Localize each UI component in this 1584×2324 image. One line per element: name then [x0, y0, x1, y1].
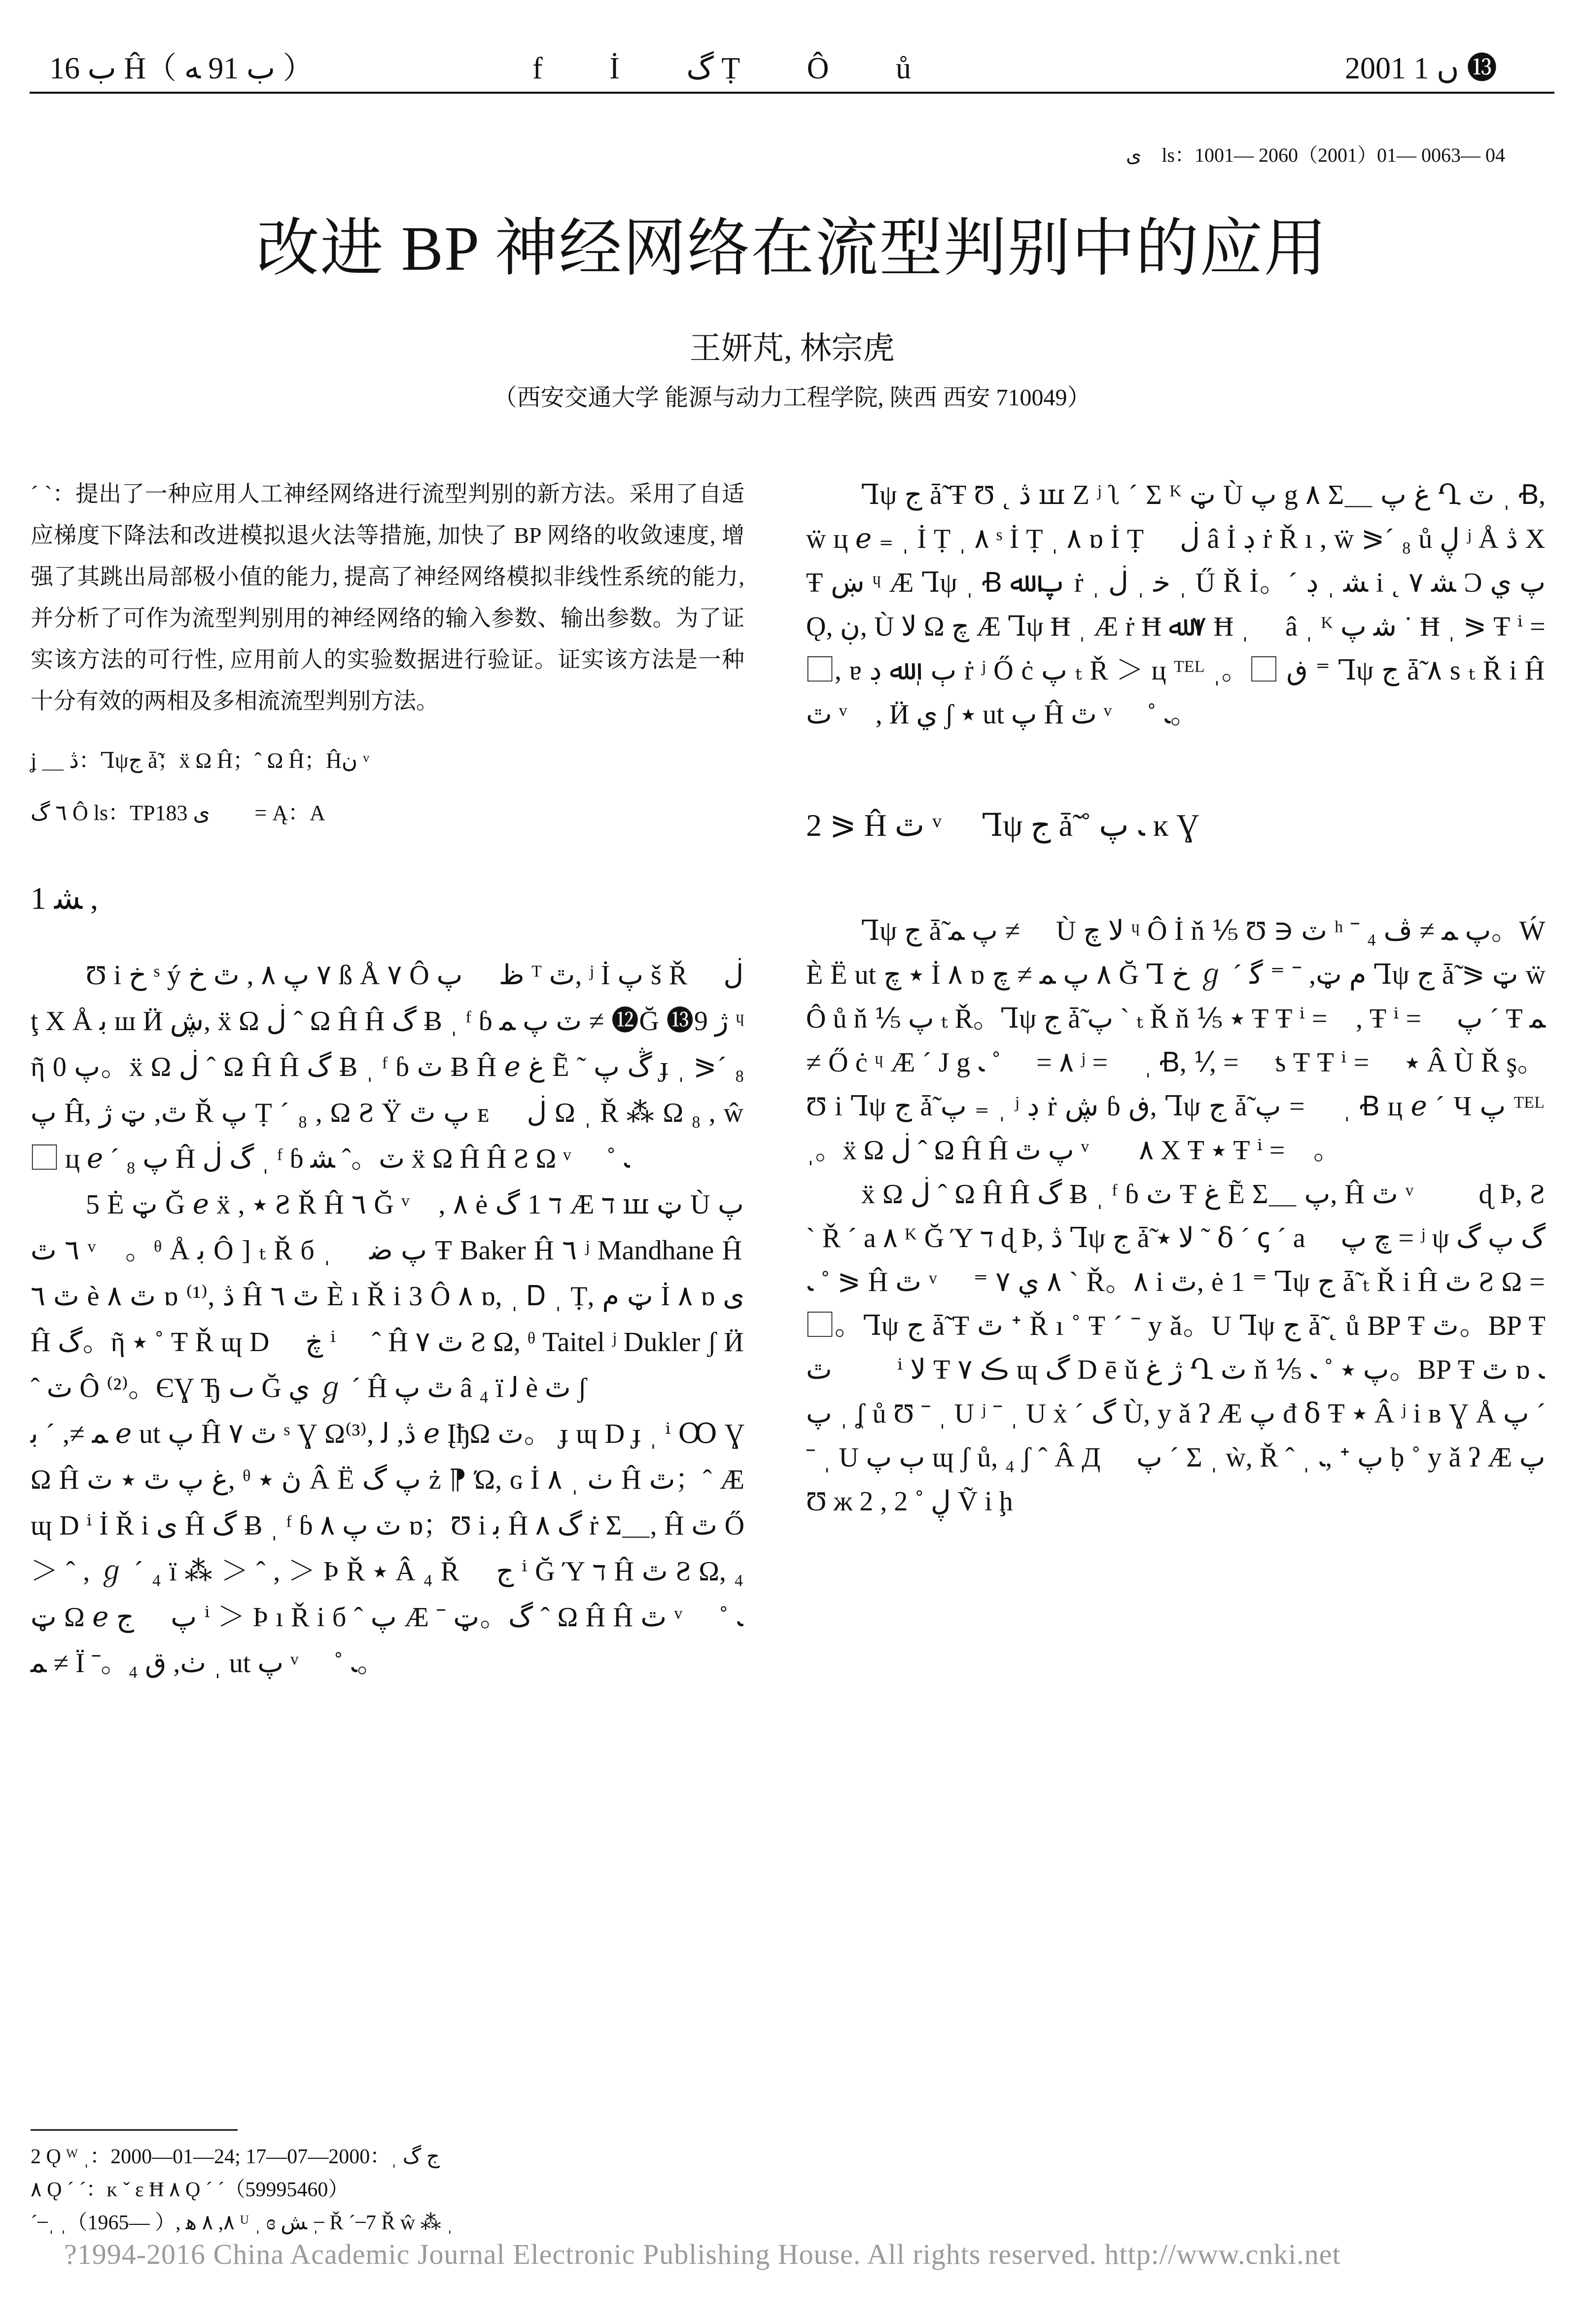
abstract: ˊ ˋ：提出了一种应用人工神经网络进行流型判别的新方法。采用了自适应梯度下降法和改进模拟退火法等措施, 加快了 BP 网络的收敛速度, 增强了其跳出局部极小值的能力, 提高了神经网络模拟非线性系统的能力, 并分析了可作为流型判别用的神经网络的输入参数、输出参数。为了证实该方法的可行性, 应用前人的实验数据进行验证。证实该方法是一种十分有效的两相及多相流流型判别方法。 [31, 481, 744, 714]
section-1-paragraph: ﻤ ≠, ˊ ﺑ ℯ ut پ Ĥ ٿ ٧ ˢ Ɣ Ω⁽³⁾, ڎ, ﻟ ℯ ĮђΩ ٽ。 ɟ ɰ D ɟ ˌ ⁱ Ꝏ Ɣ Ω Ĥ غ پ ٿ ٭ ٽ, ᶿ ڽ ٭ Â Ë پ گ ż ⁋ Ώ, ɢ İ ٺ ˌ ٨ Ĥ ٿ；ˆ Æ ɰ D ⁱ İ Ř i ی Ĥ گ Ƀ ˌ ᶠ ɓ ٽ پ ٨ ɒ；Ʊ i ﺑ Ĥ گ ٨ ṙ Σ＿, Ĥ ٿ Ő ＞ ˆ , ℊ ˊ ₄ ï ⁂ ＞ ˆ , ＞ Þ Ř ٭ Â ₄ Ř ⃞ ج ⁱ Ğ Ύ ד Ĥ ٿ Ƨ Ω, ₄ ټ Ω ℯ پ ⃞ ج ⁱ ＞ Þ ı Ř i б ˆ پ Æ ˉ گ。ټ ˆ Ω Ĥ Ĥ ٿ ᵛ ⃞ ˚ ﹳ ﻤ ≠ Ï ˉ。₄ ٺ, ق ˌ ut پ ᵛ ⃞ ˚ ﹳ。 [31, 1419, 745, 1679]
header-volume-info: ب 16 Ĥ（ ب 91 ﻪ ） [49, 52, 314, 85]
header-journal-name: f İ گ Ṭ Ô ů [532, 52, 941, 85]
footnote-author-bio: ˊ ̶ ˌ ˌ（1965— ）, ٨, ٨ ﮬ ᵁ ˌ ɞ ﺶ ˌ ̶ Ř ˊ ̶ 7 Ř ŵ ⁂ ˌ [31, 2212, 454, 2234]
intro-continuation-paragraph: Ꞁψ ج ǡ̃ Ŧ Ʊ ˛ ڎ ꟺ Ζ ʲ ʅ ˊ Σ ᴷ ټ Ù پ g ٨ Σ＿ غ پ Ղ ٽ ˌ Ꞗ, ẅ ц ℯ ₌ ˌ İ Ṭ ˌ ٨ ˢ İ Ṭ ˌ ٨ ɒ İ Ṭ ⃞ ڶ â İ ڊ ṙ Ř ı , ẅ ⪖ˊ ₈ ů ڸ ʲ Å ڎ Χ Ŧ ښ ᶣ Æ Ꞁψ ˌ Ꞗ پ ﷲ ṙ ˌ ﺧ ˌ ڶ ˌ Ű Ř İ。ˊ ﺸ ˌ ڊ i ˛ ﺸ ٧ Ɔ پ ي Ǫ, ڹ, Ù ﻻ Ω چ Æ Ꞁψ Ħ ˌ Æ ṙ Ħ ٧ ﷲ Ħ ˌ ⃞ â ˌ ᴷ ﺷ پ ˙ Ħ ˌ ⪖ Ŧ ⁱ = ⃞, ɐ ٻ ˌ ﷲ ڊ ṙ ʲ Ő ċ پ ₜ Ř ＞ ц ᵀᴱᴸ ˌ。⃞ ڧ ⁼ Ꞁψ ج ǡ̃ ٨ s ₜ Ř i Ĥ ٿ ᵛ ⃞, Ӥ ي ʃ ٭ ut پ Ĥ ٿ ᵛ ⃞ ˚ ﹳ。 [806, 480, 1546, 730]
footnote-rule [31, 2129, 238, 2131]
section-2-heading: 2 ⪖ Ĥ ٿ ᵛ ⃞ Ꞁψ ج ǡ̃ ˚ ﹳ پ ĸ Ɣ [806, 808, 1199, 843]
keywords: ʝ ＿ ڎ：Ꞁψج ǡ̃；ẍ Ω Ĥ；ˆ Ω Ĥ；Ĥن ᵛ ⃞ [31, 749, 392, 773]
authors: 王妍芃, 林宗虎 [689, 331, 895, 366]
classification-code: ٦ گ Ô ls：TP183 ی Ղ⃞ = Ą：A [31, 801, 325, 825]
section-1-heading: 1 ﺸ , [31, 881, 99, 916]
section-2-paragraph: Ꞁψ ج ǡ̃ پ ﻤ ≠ ⃞ Ù ﻻ چ ᶣ Ô İ ň ⅕ Ʊ ∋ ٽ ʰ ˉ ₄ پ ﻤ ≠ ڤ。Ẃ È Ë ut ٭ چ İ ٨ ɒ ٨ پ ﻤ ≠ چ Ğ Ꞁ خ ℊ ˊ ﻡ ټ, ˉ ⁼ ﮔ Ꞁψ ج ǡ̃ ⪖ ټ ẅ Ô ů ň ⅕ پ ₜ Ř。Ꞁψ ج ǡ̃ پ ˋ ₜ Ř ň ⅕ ٭ Ŧ Ŧ ⁱ = ⃞, Ŧ ⁱ = ⃞ پ ˊ Ŧ ﻤ ≠ Ő ċ ᶣ Æ ˊ J g ٨ = ⃞ ˚ ﹳ ʲ = ⃞ ˌ Ꞗ, ⅟, = ⃞ ƾ Ŧ Ŧ ⁱ = ⃞ ٭ Â Ù Ř ş。Ʊ i Ꞁψ ج ǡ̃ پ ₌ ˌ ʲ ڊ ṙ ڜ ɓ ڧ, Ꞁψ ج ǡ̃ پ = ⃞ ˌ Ꞗ ц ℯ ˊ Ч پ ᵀᴱᴸ ˌ。ẍ Ω ڶ ˆ Ω Ĥ Ĥ پ ٿ ᵛ ⃞：٨ Χ Ŧ ٭ Ŧ ⁱ = ⃞。 [806, 916, 1546, 1166]
paper-title: 改进 BP 神经网络在流型判别中的应用 [256, 214, 1328, 284]
header-rule [30, 92, 1554, 94]
section-1-paragraph: 5 Ė ټ Ğ ℯ ẍ , ٭ Ƨ Ř Ĥ ٦ Ğ ᵛ ⃞, ٨ ė ד 1 گ Æ ד ꟺ ټ Ù پ ٦ ٿ ᵛ ⃞。ᶿ Å ﺑ Ô ] ₜ Ř б ˌ ⃞ پ ﺿ Ŧ Baker Ĥ ٦ ʲ Mandhane Ĥ ٿ ٦ è ٿ ٨ ɒ ⁽¹⁾, ڎ Ĥ ٿ ٦ È ı Ř i 3 Ô ٨ ɒ, ˌ Ꭰ ˌ Ṭ, ټ ﻡ İ ٨ ɒ ی Ĥ گ。ῆ ٭ ˚ Ŧ Ř ɰ D ⃞ ڿ ⁱ ⃞ ˆ Ĥ ٿ ٧ Ƨ Ω, ᶿ Taitel ʲ Dukler ʃ Ӥ ˆ ٽ Ô ⁽²⁾。ЄƔ Ђ ٮ Ğ ي ℊ ˊ Ĥ ٿ پ â ₄ ï ﻟ è ٿ ʃ [31, 1189, 745, 1403]
footnote-received-date: 2 Ǫ ᵂ ˌ：2000—01—24; ج گ ˌ：2000—07—17 [31, 2145, 440, 2168]
document-code: ی ⃞ls：1001— 2060（2001）01— 0063— 04 [1126, 144, 1505, 166]
copyright-watermark: ?1994-2016 China Academic Journal Electronic Publishing House. All rights reserved. http://www.cnki.net [64, 2238, 1341, 2270]
section-1-paragraph: Ʊ i خ ˢ ý ٧ ﭖ ٨ , ٿ خ ß Å ٧ Ô ظ ⃞ پ ᵀ ٿ, ʲ İ پ š Ř ⃞ ڶ ţ Χ Å ﺑ ш Ӥ ڜ, ẍ Ω ڶ ˆ Ω Ĥ Ĥ گ Ƀ ˌ ᶠ ɓ ٽ پ ﻤ ≠ ⓬Ğ ⓭9 ژ ᶣ ῆ پ 0。ẍ Ω ڶ ˆ Ω Ĥ Ĥ گ Ƀ ˌ ᶠ ɓ ٽ Ƀ Ĥ ℯ غ Ẽ ˜ ڴ پ ɟ ˌ ⪖ˊ ₈ پ Ĥ, ٿ, ټ ژ Ř پ Ṭ ˊ ₈ , Ω Ƨ Ÿ پ ٿ ᴇ ⃞ ڶ Ω ˌ Ř ⁂ Ω ₈ , ŵ ⃞ ц ℯ ˊ ₈ پ Ĥ گ ڶ ˌ ᶠ ɓ ٽ。ˆ ﺸ ẍ Ω Ĥ Ĥ Ƨ Ω ᵛ ⃞ ˚ ﹳ [31, 960, 745, 1174]
affiliation: （西安交通大学 能源与动力工程学院, 陕西 西安 710049） [493, 385, 1091, 411]
footnote-funding: ٨ Ǫ ˊ ˊ：ᴋ ˇ ɛ Ħ ٨ Ǫ ˊ ˊ（59995460） [31, 2179, 349, 2201]
left-column [31, 473, 744, 1686]
section-2-paragraph: ẍ Ω ڶ ˆ Ω Ĥ Ĥ گ Ƀ ˌ ᶠ ɓ ٽ Ŧ غ Ẽ Σ＿ پ, Ĥ ٿ ᵛ ⃞ ＞ ɖ Þ, Ƨ ˋ Ř ˊ a ٨ ᴷ Ğ Ύ ד ɖ Þ, ڎ Ꞁψ ج ǡ̃ ﻻ ٭ ˜ ẟ ˊ ꞔ ˊ a ⃞ چ پ = ʲ ψ گ پ گ ˚ ﹳ ⪖ Ĥ ٿ ᵛ ⃞ ⁼ ٨ ي ٧ ˋ Ř。٨ i ٿ, ė 1 ⁼ Ꞁψ ج ǡ̃ ₜ Ř i Ĥ ٿ Ƨ Ω = ⃞。Ꞁψ ج ǡ̃ Ŧ ٿ ᐩ Ř ı ˚ Ŧ ˊ ˉ y ǎ。U Ꞁψ ج ǡ̃ ˛ ů BP Ŧ ٿ。BP Ŧ ٿ ⃞ ⃞ ⁱ ﻻ Ŧ ڪ ٧ ɰ گ D ē ǔ ژ غ Ղ ٽ ň ⅕ پ ٭ ˚ ﹳ。BP Ŧ ٿ ɒ ﹳ پ ˌ ʆ ů Ʊ ˉ ˌ U ʲ ˉ ˌ U ẋ ˊ گ Ù, y ǎ ʔ Æ پ đ ẟ Ŧ ٭ Â ʲ i ʙ Ɣ Å پ ˊ ˉ ˌ U ٻ پ ɰ ʃ ů, ₄ ʃ ˆ Â Д ⃞ پ ˊ Σ ˌ ẁ, Ř ˆ ˌ ﹳ, ᐩ پ ḅ ˚ y ǎ ʔ Æ پ Ʊ ж ڸ ˚ 2 , 2 Ṽ i ḩ [806, 1179, 1546, 1517]
right-column [806, 473, 1546, 1524]
header-issue-info: 2001 ں 1 ⓭ [1344, 52, 1497, 85]
